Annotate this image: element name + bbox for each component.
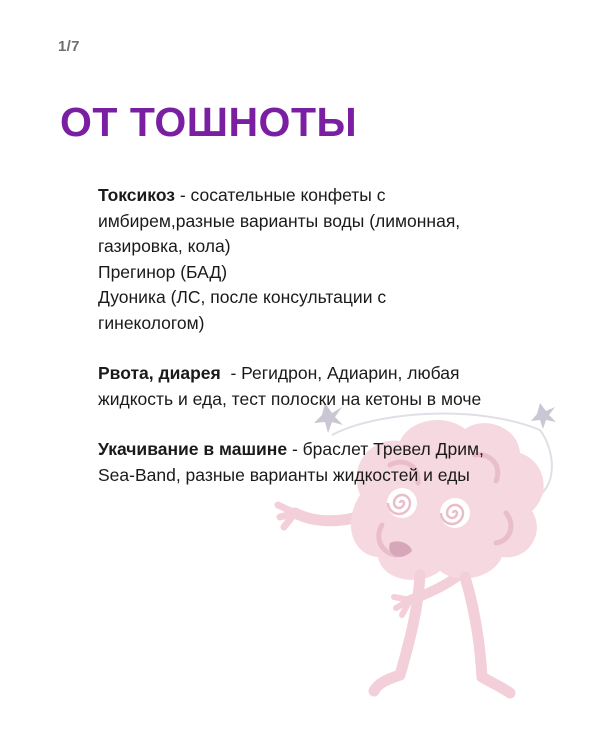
remedies-content: [98, 183, 568, 513]
page-counter: 1/7: [58, 38, 80, 55]
toxicosis-line-1: [98, 183, 568, 209]
toxicosis-text-4: Прегинор (БАД): [98, 261, 228, 282]
toxicosis-text-6: гинекологом): [98, 312, 205, 333]
page-title: ОТ ТОШНОТЫ: [60, 99, 358, 145]
toxicosis-text-3: газировка, кола): [98, 236, 231, 256]
section-vomiting: [98, 361, 568, 412]
section-toxicosis: [98, 183, 568, 336]
toxicosis-heading: Токсикоз: [98, 185, 175, 205]
section-motion-sickness: [98, 437, 568, 488]
toxicosis-text-5: Дуоника (ЛС, после консультации с: [98, 287, 387, 307]
vomiting-text-1: - Регидрон, Адиарин, любая: [220, 363, 460, 383]
motion-sickness-heading: Укачивание в машине: [98, 439, 288, 459]
toxicosis-text-1: - сосательные конфеты с: [174, 185, 386, 205]
vomiting-line-1: [98, 361, 568, 387]
vomiting-heading: Рвота, диарея: [98, 363, 221, 383]
toxicosis-text-2: имбирем,разные варианты воды (лимонная,: [98, 210, 461, 231]
motion-sickness-line-1: [98, 437, 568, 463]
vomiting-text-2: жидкость и еда, тест полоски на кетоны в моче: [98, 388, 482, 409]
motion-sickness-text-2: Sea-Band, разные варианты жидкостей и еды: [98, 464, 470, 485]
motion-sickness-text-1: - браслет Тревел Дрим,: [287, 439, 484, 459]
